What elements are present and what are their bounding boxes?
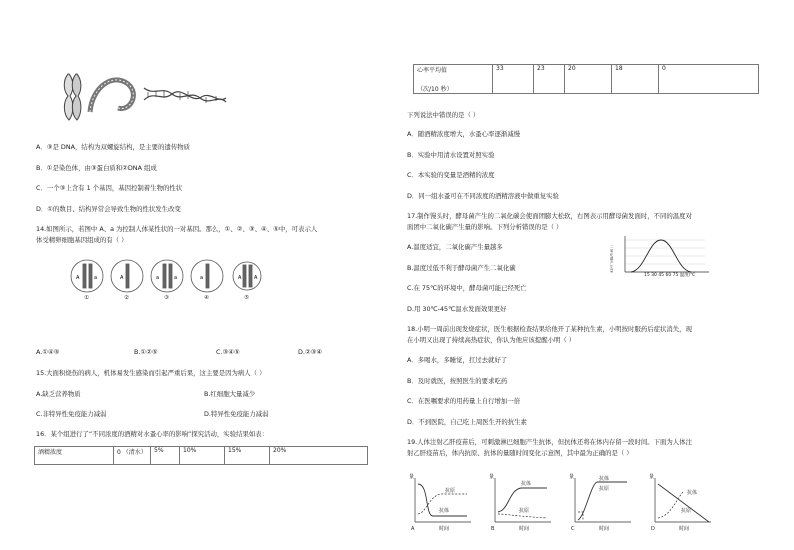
svg-text:A: A bbox=[120, 275, 124, 281]
gene-circles-figure bbox=[62, 256, 262, 306]
q17-option-b: B.温度过低不利于酵母菌产生二氧化碳 bbox=[407, 264, 516, 272]
q16-option-a: A．随酒精浓度增大，水蚤心率逐渐减慢 bbox=[407, 130, 521, 138]
q14-option-a: A.①④⑤ bbox=[36, 348, 60, 356]
table-cell: 15% bbox=[225, 447, 270, 465]
q14-stem-line1: 14.如图所示，若图中 A、a 为控制人体某性状的一对基因。那么，①、②、③、④、⑤中，可表示人 bbox=[36, 225, 318, 233]
q17-option-c: C.在 75℃的环境中，酵母菌可能已经死亡 bbox=[407, 284, 527, 292]
q16-option-d: D．同一组水蚤可在不同浓度的酒精溶液中做重复实验 bbox=[407, 192, 559, 200]
table-cell: 酒精浓度 bbox=[35, 447, 114, 465]
q14-label-5: ⑤ bbox=[244, 295, 249, 301]
q15-option-c: C.非特异性免疫能力减弱 bbox=[36, 410, 107, 418]
right-column bbox=[397, 0, 794, 550]
heart-rate-table bbox=[413, 64, 759, 94]
q16-stem: 16．某个组进行了“不同浓度的酒精对水蚤心率的影响”探究活动，实验结果如表： bbox=[36, 430, 269, 438]
q17-stem-line2: 面团中二氧化碳产生量的影响。下列分析错误的是（ ） bbox=[407, 223, 563, 231]
graph-d-y-label: 量 bbox=[649, 474, 655, 480]
q17-option-d: D.用 30℃-45℃温水发面效果更好 bbox=[407, 305, 507, 313]
antigen-antibody-graphs bbox=[409, 472, 739, 534]
table-row bbox=[35, 447, 368, 465]
q14-label-2: ② bbox=[124, 295, 129, 301]
table-cell: 10% bbox=[180, 447, 225, 465]
q18-option-b: B．及时就医，按照医生的要求吃药 bbox=[407, 377, 508, 385]
q14-option-c: C.③④⑤ bbox=[216, 348, 240, 356]
table-cell: 20 bbox=[565, 65, 612, 94]
graph-b-x-label: 时间 bbox=[519, 526, 530, 532]
svg-text:A: A bbox=[76, 275, 80, 281]
q14-option-b: B.①②⑤ bbox=[134, 348, 158, 356]
q19-stem-line1: 19.人体注射乙肝疫苗后，可刺激淋巴细胞产生抗体，但抗体还将在体内存留一段时间。下面为人体注 bbox=[407, 438, 692, 446]
graph-a-x-label: 时间 bbox=[439, 526, 450, 532]
table-row bbox=[414, 65, 759, 94]
q18-option-a: A．多喝水，多睡觉，扛过去就好了 bbox=[407, 356, 508, 364]
svg-text:a: a bbox=[94, 275, 98, 281]
graph-a-letter: A bbox=[411, 526, 415, 532]
svg-text:a: a bbox=[200, 275, 204, 281]
table-cell bbox=[414, 65, 493, 94]
q15-stem: 15.大面积烧伤的病人，机体易发生感染而引起严重后果，这主要是因为病人（ ） bbox=[36, 369, 266, 377]
graph-c-antigen-label: 抗原 bbox=[599, 486, 610, 492]
alcohol-concentration-table bbox=[34, 446, 368, 465]
graph-b-antigen-label: 抗原 bbox=[519, 508, 530, 514]
graph-d-letter: D bbox=[651, 526, 655, 532]
graph-a-y-label: 量 bbox=[409, 474, 415, 480]
heart-rate-label: 心率平均值 bbox=[417, 67, 448, 74]
graph-c-y-label: 量 bbox=[569, 474, 575, 480]
q13-option-b: B．①是染色体，由③蛋白质和②DNA 组成 bbox=[36, 164, 157, 172]
graph-c-letter: C bbox=[571, 526, 575, 532]
chromosome-dna-illustration bbox=[60, 68, 230, 126]
graph-c-x-label: 时间 bbox=[599, 526, 610, 532]
graph-a-antigen-label: 抗原 bbox=[445, 488, 456, 494]
q16-option-b: B．实验中用清水设置对照实验 bbox=[407, 151, 495, 159]
q18-option-d: D．不到医院，自己吃上周医生开的抗生素 bbox=[407, 418, 527, 426]
heart-rate-unit: （次/10 秒） bbox=[417, 86, 453, 93]
q16-option-c: C．本实验的变量是酒精的浓度 bbox=[407, 171, 495, 179]
q18-stem-line1: 18.小明一周前出现发烧症状，医生根据检查结果给他开了某种抗生素，小明按时服药后症状消失，现 bbox=[407, 325, 692, 333]
graph-b-y-label: 量 bbox=[489, 474, 495, 480]
temperature-axis-label: 15 30 45 60 75 温度/℃ bbox=[644, 273, 696, 278]
q13-option-d: D．①的数目、结构异常会导致生物的性状发生改变 bbox=[36, 205, 181, 213]
q14-label-3: ③ bbox=[164, 295, 169, 301]
table-cell: 5% bbox=[151, 447, 180, 465]
q18-stem-line2: 在小明又出现了持续高热症状，你认为他应该提醒小明（ ） bbox=[407, 336, 576, 344]
q15-option-d: D.特异性免疫能力减弱 bbox=[204, 410, 269, 418]
svg-text:A: A bbox=[254, 275, 258, 281]
q17-stem-line1: 17.制作馒头时，酵母菌产生的二氧化碳会使面团膨大松软，右图表示用酵母菌发面时，不同的温度对 bbox=[407, 212, 692, 220]
co2-axis-label: 二氧化碳产生量 bbox=[610, 245, 614, 273]
table-cell: 18 bbox=[612, 65, 659, 94]
graph-b-letter: B bbox=[491, 526, 495, 532]
q17-option-a: A.温度适宜，二氧化碳产生量越多 bbox=[407, 243, 503, 251]
q14-label-4: ④ bbox=[204, 295, 209, 301]
graph-c-antibody-label: 抗体 bbox=[599, 476, 610, 482]
q14-label-1: ① bbox=[84, 295, 89, 301]
graph-d-antibody-label: 抗体 bbox=[687, 490, 698, 496]
svg-text:a: a bbox=[174, 275, 178, 281]
graph-a-antibody-label: 抗体 bbox=[439, 508, 450, 514]
table-cell: 20% bbox=[270, 447, 368, 465]
q15-option-b: B.红细胞大量减少 bbox=[204, 390, 256, 398]
q14-option-d: D.②③④ bbox=[298, 348, 323, 356]
graph-d-antigen-label: 抗原 bbox=[681, 508, 692, 514]
table-cell: 23 bbox=[534, 65, 565, 94]
svg-text:A: A bbox=[238, 275, 242, 281]
graph-d-x-label: 时间 bbox=[679, 526, 690, 532]
q19-stem-line2: 射乙肝疫苗后，体内抗原、抗体的量随时间变化示意图，其中最为正确的是（ ） bbox=[407, 449, 633, 457]
table-cell: 33 bbox=[493, 65, 534, 94]
q14-stem-line2: 体受精卵细胞基因组成的有（ ） bbox=[36, 236, 128, 244]
svg-text:a: a bbox=[156, 275, 160, 281]
graph-b-antibody-label: 抗体 bbox=[521, 481, 532, 487]
q15-option-a: A.缺乏营养物质 bbox=[36, 390, 81, 398]
q13-option-a: A．③是 DNA，结构为双螺旋结构，是主要的遗传物质 bbox=[36, 143, 191, 151]
table-cell: 0 bbox=[659, 65, 759, 94]
q18-option-c: C．在医嘱要求的用药量上自行增加一倍 bbox=[407, 397, 521, 405]
q13-option-c: C．一个③上含有 1 个基因，基因控制着生物的性状 bbox=[36, 184, 183, 192]
table-cell: 0 （清水） bbox=[114, 447, 151, 465]
q16-question: 下列说法中错误的是（ ） bbox=[407, 111, 480, 119]
